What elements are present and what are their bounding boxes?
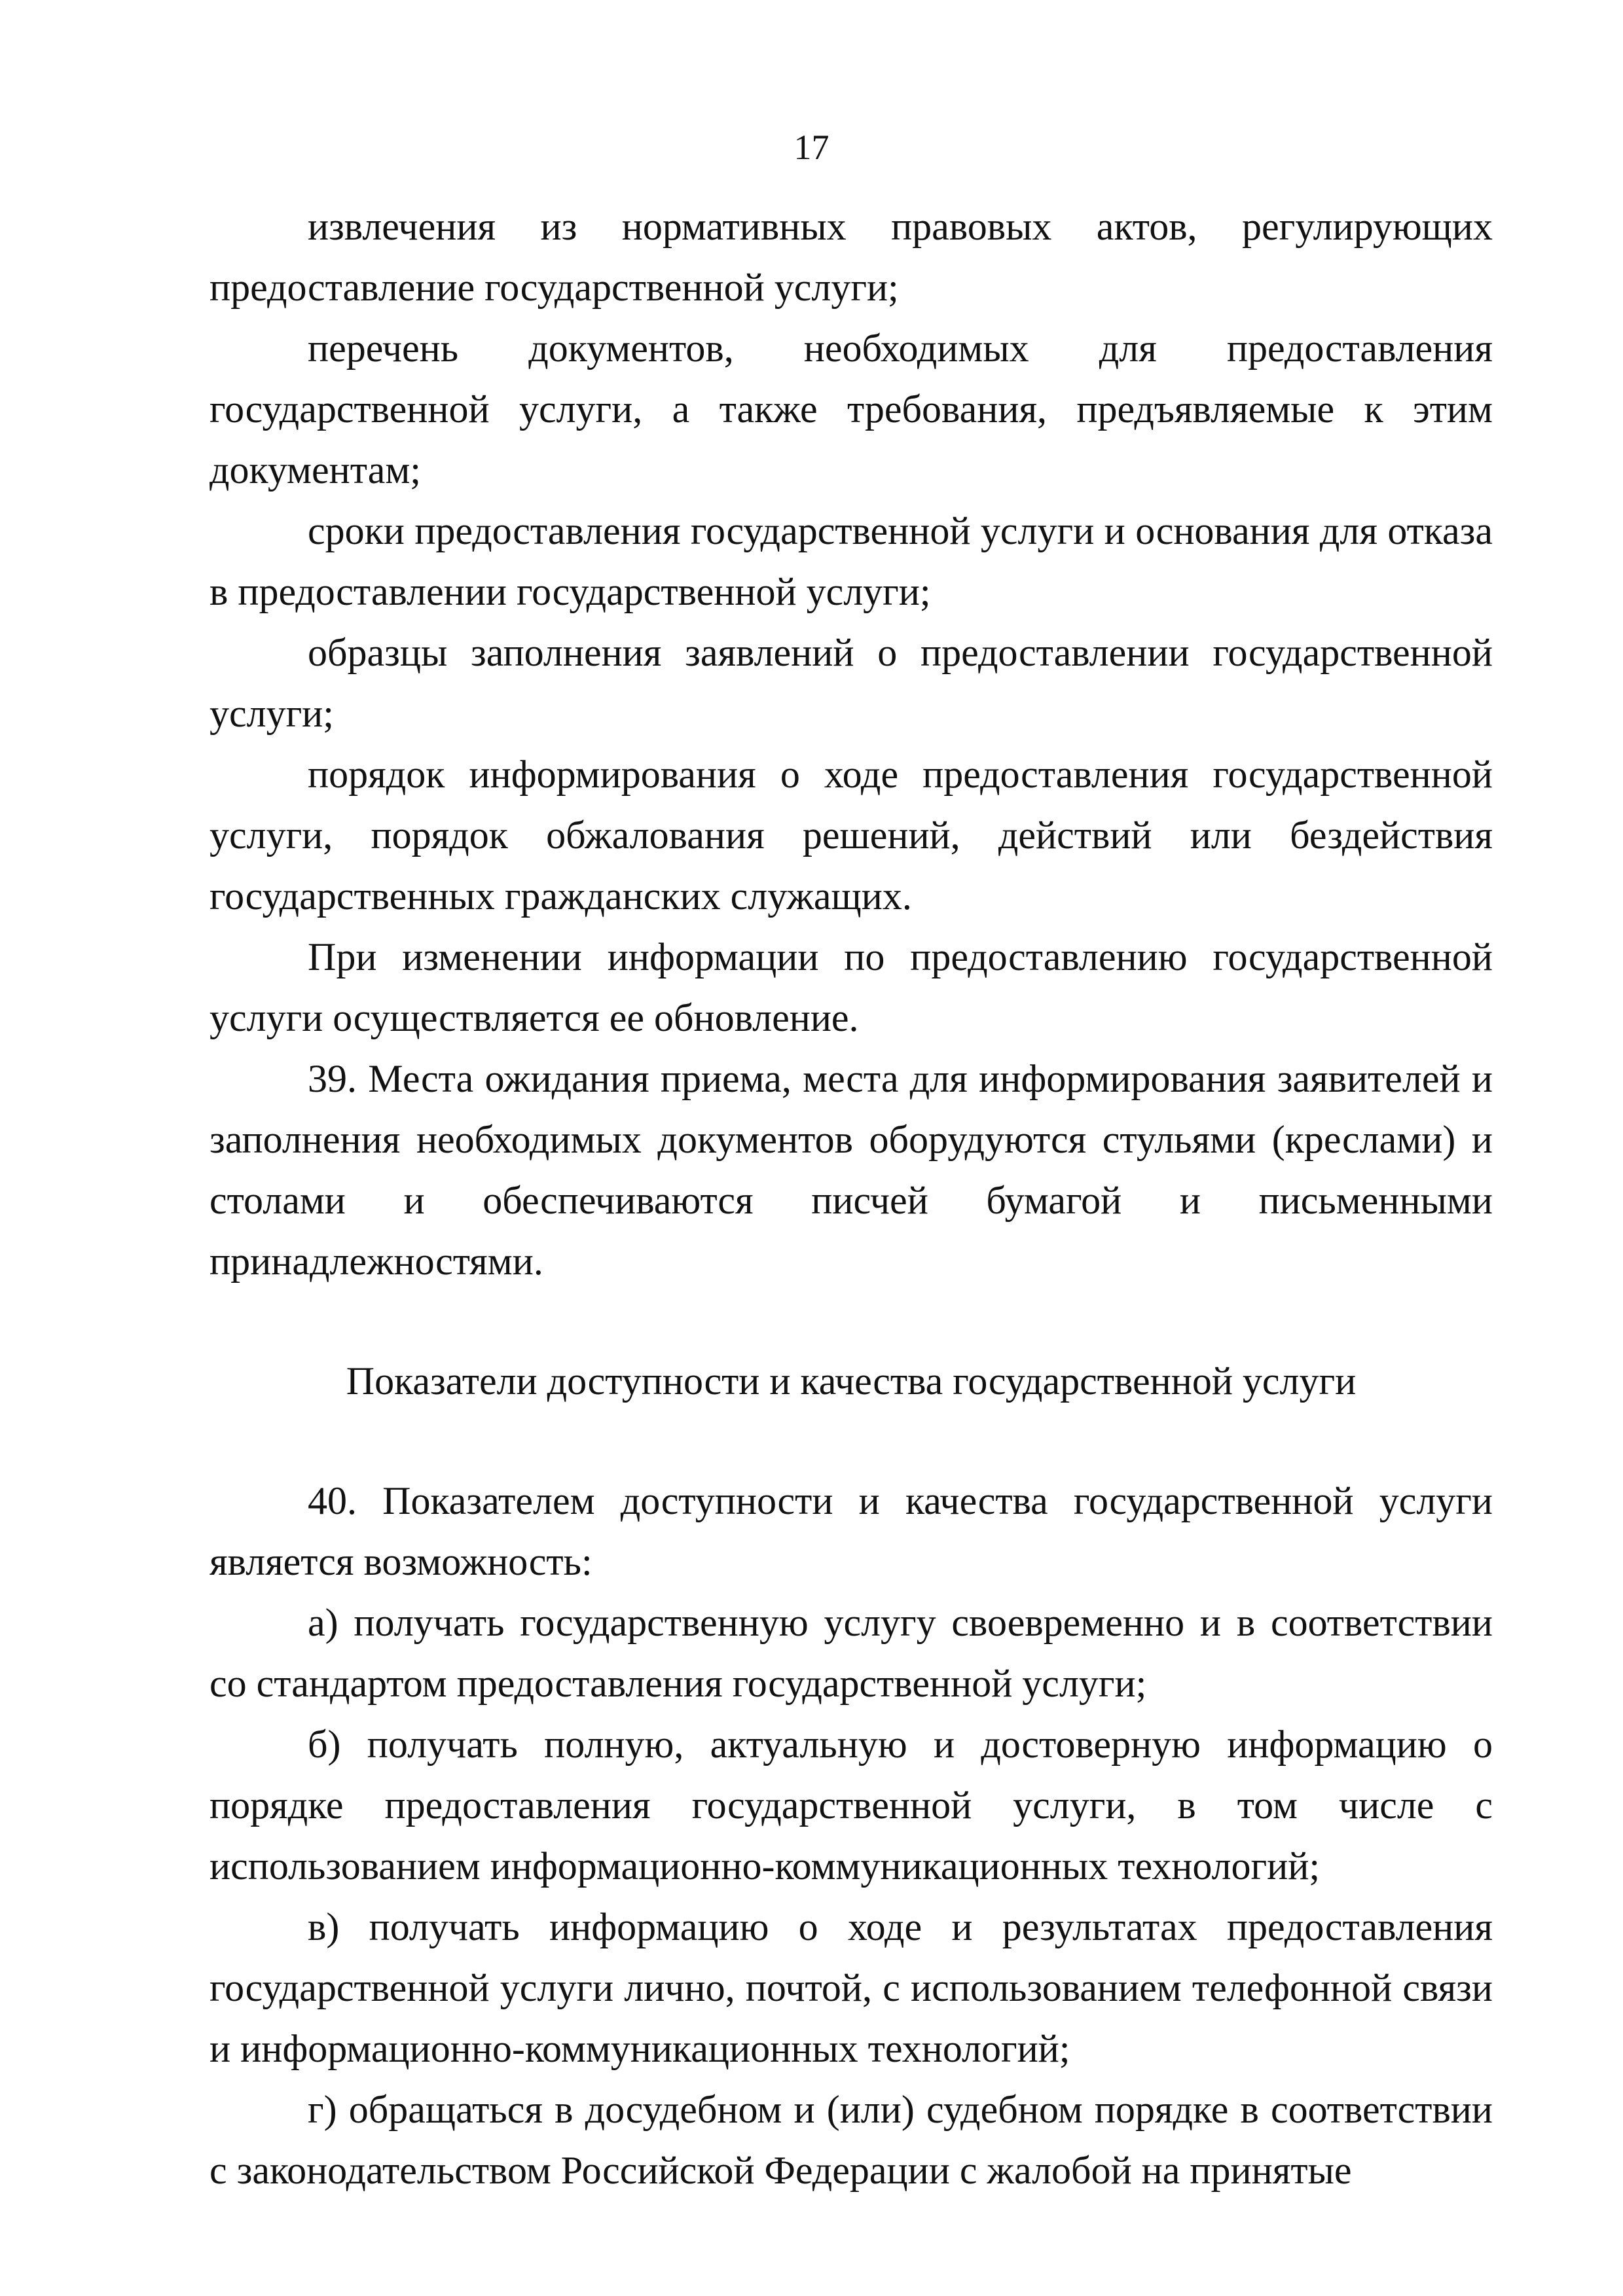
- paragraph-application-samples: образцы заполнения заявлений о предоставлении государственной услуги;: [210, 631, 1493, 735]
- paragraph-deadlines: сроки предоставления государственной услуги и основания для отказа в предоставлении государственной услуги;: [210, 509, 1493, 613]
- list-item-g: г) обращаться в досудебном и (или) судебном порядке в соответствии с законодательством Российской Федерации с жалобой на принятые: [210, 2088, 1493, 2192]
- paragraph-40-indicators: 40. Показателем доступности и качества государственной услуги является возможность:: [210, 1479, 1493, 1583]
- paragraph-extracts: извлечения из нормативных правовых актов, регулирующих предоставление государственной услуги;: [210, 205, 1493, 309]
- list-item-b: б) получать полную, актуальную и достоверную информацию о порядке предоставления государственной услуги, в том числе с использованием информационно-коммуникационных технологий;: [210, 1723, 1493, 1888]
- paragraph-information-update: При изменении информации по предоставлению государственной услуги осуществляется ее обновление.: [210, 935, 1493, 1039]
- paragraph-39-waiting-areas: 39. Места ожидания приема, места для информирования заявителей и заполнения необходимых документов оборудуются стульями (креслами) и столами и обеспечиваются писчей бумагой и письменными принадлежностями.: [210, 1057, 1493, 1283]
- section-title: Показатели доступности и качества государственной услуги: [346, 1359, 1357, 1403]
- list-item-v: в) получать информацию о ходе и результатах предоставления государственной услуги лично, почтой, с использованием телефонной связи и информационно-коммуникационных технологий;: [210, 1905, 1493, 2070]
- document-body: [210, 196, 1493, 2201]
- paragraph-documents-list: перечень документов, необходимых для предоставления государственной услуги, а также требования, предъявляемые к этим документам;: [210, 327, 1493, 492]
- page-number: 17: [793, 128, 830, 167]
- paragraph-information-procedure: порядок информирования о ходе предоставления государственной услуги, порядок обжалования решений, действий или бездействия государственных гражданских служащих.: [210, 753, 1493, 918]
- list-item-a: а) получать государственную услугу своевременно и в соответствии со стандартом предоставления государственной услуги;: [210, 1601, 1493, 1705]
